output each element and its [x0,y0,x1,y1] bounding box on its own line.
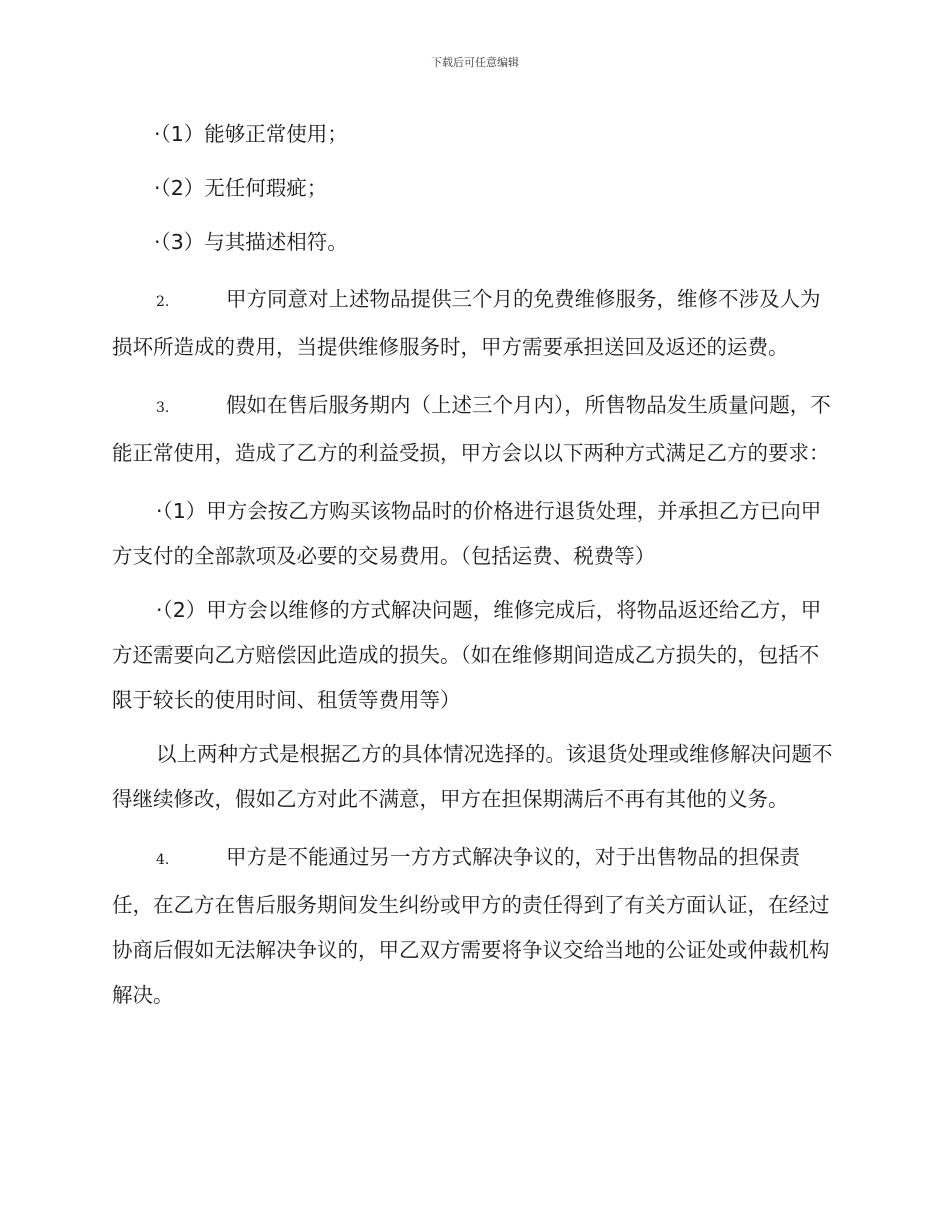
clause-4 [112,835,838,1018]
clause-3-number: 3. [156,400,170,416]
clause-4-number: 4. [156,852,170,868]
document-body [112,112,838,1018]
clause-3 [112,383,838,476]
clause-4-text: 甲方是不能通过另一方方式解决争议的，对于出售物品的担保责任，在乙方在售后服务期间发生纠纷或甲方的责任得到了有关方面认证，在经过协商后假如无法解决争议的，甲乙双方需要将争议交给当地的公证处或仲裁机构解决。 [112,845,830,1007]
remedy-summary: 以上两种方式是根据乙方的具体情况选择的。该退货处理或维修解决问题不得继续修改，假如乙方对此不满意，甲方在担保期满后不再有其他的义务。 [112,742,833,811]
clause-2 [112,277,838,370]
clause-2-number: 2. [156,294,170,310]
remedy-item-1: ·（1）甲方会按乙方购买该物品时的价格进行退货处理，并承担乙方已向甲方支付的全部款项及必要的交易费用。（包括运费、税费等） [112,499,822,568]
page-header-note: 下载后可任意编辑 [431,56,519,69]
condition-item-3: ·（3）与其描述相符。 [154,230,348,254]
clause-2-text: 甲方同意对上述物品提供三个月的免费维修服务，维修不涉及人为损坏所造成的费用，当提供维修服务时，甲方需要承担送回及返还的运费。 [112,287,821,359]
condition-item-1: ·（1）能够正常使用； [154,122,348,146]
condition-item-2: ·（2）无任何瑕疵； [154,176,328,200]
remedy-item-2: ·（2）甲方会以维修的方式解决问题，维修完成后，将物品返还给乙方，甲方还需要向乙方赔偿因此造成的损失。（如在维修期间造成乙方损失的，包括不限于较长的使用时间、租赁等费用等） [112,598,822,712]
clause-3-text: 假如在售后服务期内（上述三个月内），所售物品发生质量问题，不能正常使用，造成了乙方的利益受损，甲方会以以下两种方式满足乙方的要求： [112,393,831,465]
